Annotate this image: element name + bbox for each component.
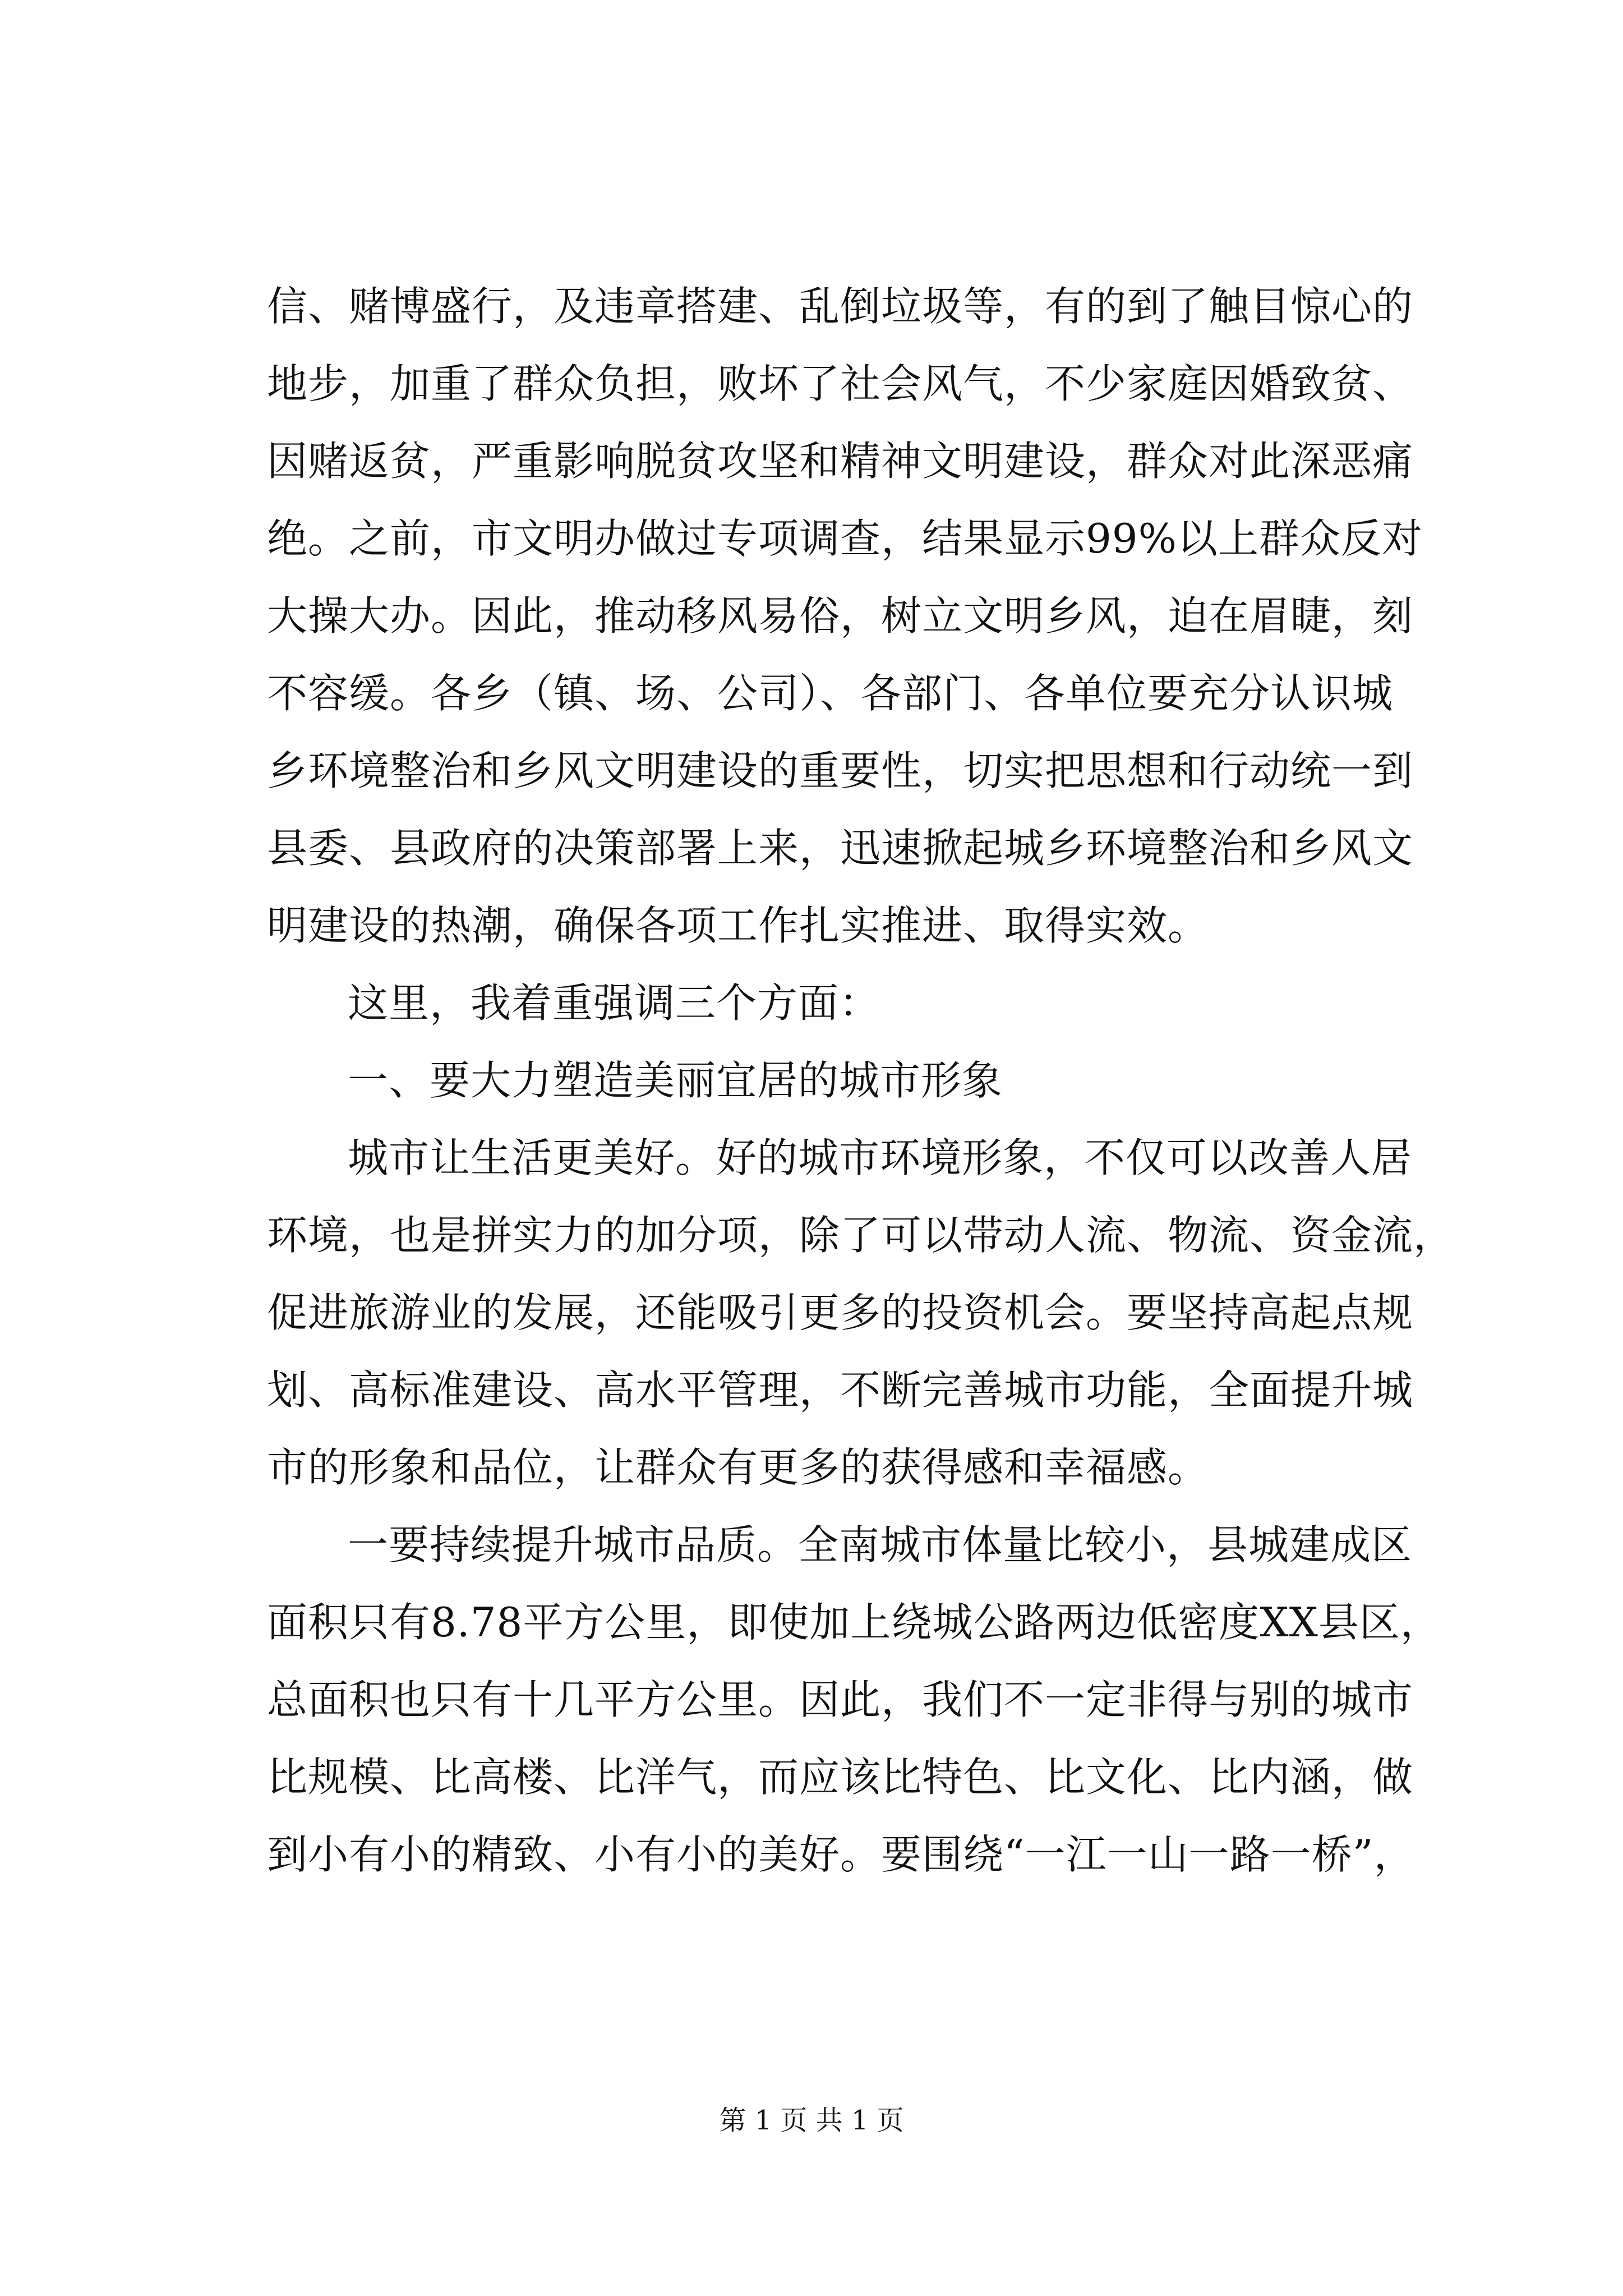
text-line: 促进旅游业的发展，还能吸引更多的投资机会。要坚持高起点规 (267, 1289, 1414, 1336)
text-line: 一要持续提升城市品质。全南城市体量比较小，县城建成区 (348, 1521, 1413, 1568)
section-heading: 一、要大力塑造美丽宜居的城市形象 (348, 1057, 1003, 1104)
page-number-label: 第 1 页 共 1 页 (719, 2105, 904, 2136)
text-line: 明建设的热潮，确保各项工作扎实推进、取得实效。 (267, 902, 1209, 949)
text-line: 城市让生活更美好。好的城市环境形象，不仅可以改善人居 (348, 1134, 1413, 1181)
text-line: 绝。之前，市文明办做过专项调查，结果显示99%以上群众反对 (267, 515, 1423, 562)
page-footer (0, 2107, 1623, 2134)
text-line: 不容缓。各乡（镇、场、公司）、各部门、各单位要充分认识城 (267, 670, 1394, 717)
text-line: 这里，我着重强调三个方面： (348, 979, 880, 1027)
text-line: 比规模、比高楼、比洋气，而应该比特色、比文化、比内涵，做 (267, 1754, 1414, 1801)
text-line: 市的形象和品位，让群众有更多的获得感和幸福感。 (267, 1444, 1209, 1491)
text-line: 信、赌博盛行，及违章搭建、乱倒垃圾等，有的到了触目惊心的 (267, 283, 1414, 330)
text-line: 地步，加重了群众负担，败坏了社会风气，不少家庭因婚致贫、 (267, 360, 1414, 407)
text-line: 大操大办。因此，推动移风易俗，树立文明乡风，迫在眉睫，刻 (267, 592, 1414, 639)
text-line: 划、高标准建设、高水平管理，不断完善城市功能，全面提升城 (267, 1366, 1414, 1414)
text-line: 总面积也只有十几平方公里。因此，我们不一定非得与别的城市 (267, 1676, 1414, 1723)
text-line: 乡环境整治和乡风文明建设的重要性，切实把思想和行动统一到 (267, 747, 1414, 794)
text-line: 面积只有8.78平方公里，即使加上绕城公路两边低密度XX县区， (267, 1599, 1441, 1646)
text-line: 环境，也是拼实力的加分项，除了可以带动人流、物流、资金流， (267, 1212, 1455, 1259)
text-line: 到小有小的精致、小有小的美好。要围绕“一江一山一路一桥”， (267, 1831, 1415, 1878)
text-line: 因赌返贫，严重影响脱贫攻坚和精神文明建设，群众对此深恶痛 (267, 438, 1414, 485)
text-line: 县委、县政府的决策部署上来，迅速掀起城乡环境整治和乡风文 (267, 825, 1414, 872)
